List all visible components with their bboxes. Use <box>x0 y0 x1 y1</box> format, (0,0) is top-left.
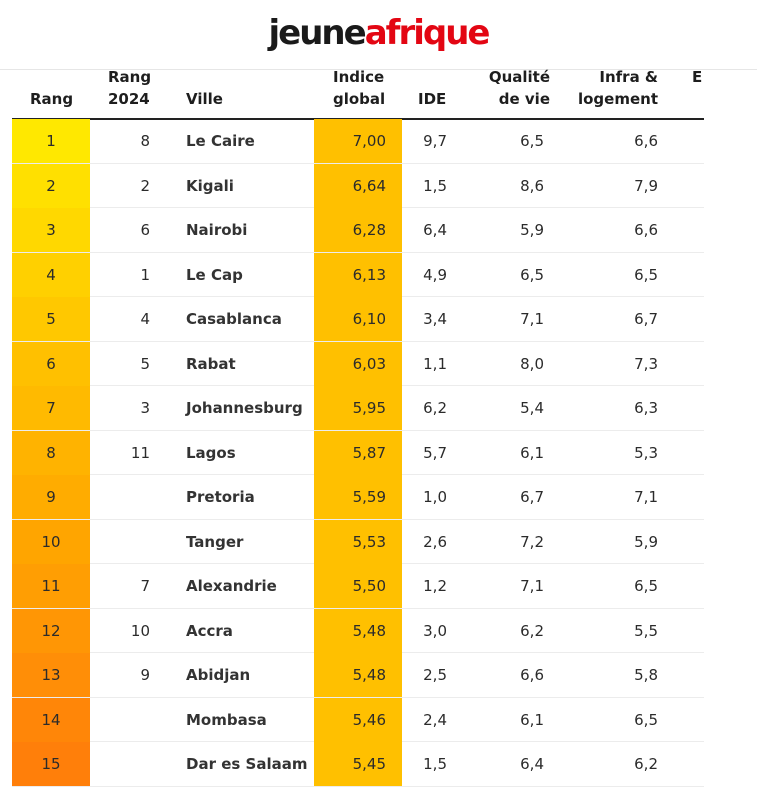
col-header-rang-2024-line1: Rang <box>108 68 152 86</box>
cell-rang: 9 <box>12 475 90 519</box>
cell-infra-logement: 6,2 <box>634 755 658 773</box>
cell-rang-2024: 7 <box>140 577 150 595</box>
col-header-qualite-line2: de vie <box>498 90 550 108</box>
cell-rang-2024: 3 <box>140 399 150 417</box>
cell-indice-global: 5,48 <box>314 653 402 697</box>
cell-indice-global: 5,45 <box>314 742 402 786</box>
cell-infra-logement: 6,5 <box>634 710 658 729</box>
cell-infra-logement: 7,9 <box>634 176 658 195</box>
cell-ville: Le Cap <box>186 265 243 284</box>
cell-ide: 2,4 <box>423 710 447 729</box>
table-row <box>12 208 704 253</box>
cell-qualite-de-vie: 6,7 <box>520 488 544 506</box>
cell-indice-global: 7,00 <box>314 119 402 163</box>
cell-rang: 1 <box>12 119 90 163</box>
col-header-rang <box>30 64 90 114</box>
cell-rang: 12 <box>12 609 90 653</box>
cell-qualite-de-vie: 8,0 <box>520 354 544 373</box>
table-row <box>12 297 704 342</box>
cell-rang: 4 <box>12 253 90 297</box>
cell-indice-global: 5,48 <box>314 609 402 653</box>
cell-ville: Mombasa <box>186 710 267 729</box>
cell-rang-2024: 5 <box>140 354 150 373</box>
cell-ville: Kigali <box>186 176 234 195</box>
cell-infra-logement: 7,3 <box>634 354 658 373</box>
cell-ide: 3,0 <box>423 621 447 640</box>
right-edge <box>704 119 757 799</box>
table-body <box>12 119 704 787</box>
cell-ville: Nairobi <box>186 221 248 239</box>
cell-ville: Johannesburg <box>186 399 303 417</box>
cell-rang: 14 <box>12 698 90 742</box>
cell-indice-global: 5,50 <box>314 564 402 608</box>
col-header-qualite-de-vie <box>480 64 550 114</box>
cell-indice-global: 5,87 <box>314 431 402 475</box>
table-row <box>12 475 704 520</box>
col-header-infra-line1: Infra & <box>599 68 658 86</box>
table-row <box>12 386 704 431</box>
cell-rang-2024: 6 <box>140 221 150 239</box>
table-row <box>12 253 704 298</box>
cell-infra-logement: 6,5 <box>634 265 658 284</box>
table-row <box>12 698 704 743</box>
cell-ville: Alexandrie <box>186 577 277 595</box>
col-header-indice-line2: global <box>333 90 386 108</box>
table-row <box>12 164 704 209</box>
cell-qualite-de-vie: 7,1 <box>520 577 544 595</box>
col-header-infra-line2: logement <box>577 90 658 108</box>
cell-rang: 15 <box>12 742 90 786</box>
table-row <box>12 342 704 387</box>
table-row <box>12 119 704 164</box>
col-header-truncated-label: E <box>692 68 703 86</box>
cell-qualite-de-vie: 6,5 <box>520 265 544 284</box>
cell-ville: Rabat <box>186 354 236 373</box>
cell-rang-2024: 10 <box>130 621 150 640</box>
cell-ville: Accra <box>186 621 233 640</box>
cell-indice-global: 5,59 <box>314 475 402 519</box>
cell-ville: Lagos <box>186 443 236 462</box>
col-header-rang-2024 <box>108 64 168 114</box>
col-header-indice-global <box>333 64 393 114</box>
cell-rang-2024 <box>90 698 150 742</box>
cell-ville: Pretoria <box>186 488 255 506</box>
jeune-afrique-logo[interactable] <box>0 8 757 58</box>
col-header-ville <box>186 64 266 114</box>
cell-rang: 8 <box>12 431 90 475</box>
cell-ide: 1,5 <box>423 176 447 195</box>
cell-rang-2024 <box>90 742 150 786</box>
table-row <box>12 653 704 698</box>
cell-infra-logement: 6,6 <box>634 221 658 239</box>
cell-ide: 2,6 <box>423 532 447 551</box>
cell-infra-logement: 5,3 <box>634 443 658 462</box>
cell-infra-logement: 6,3 <box>634 399 658 417</box>
cell-infra-logement: 5,8 <box>634 666 658 684</box>
cell-ide: 1,1 <box>423 354 447 373</box>
cell-indice-global: 6,13 <box>314 253 402 297</box>
cell-ide: 1,2 <box>423 577 447 595</box>
cell-ide: 9,7 <box>423 132 447 150</box>
cell-ide: 5,7 <box>423 443 447 462</box>
cell-rang: 3 <box>12 208 90 252</box>
cell-qualite-de-vie: 7,2 <box>520 532 544 551</box>
cell-indice-global: 6,03 <box>314 342 402 386</box>
table-header <box>0 64 757 116</box>
col-header-ide-label: IDE <box>418 90 447 108</box>
table-row <box>12 564 704 609</box>
cell-ide: 1,0 <box>423 488 447 506</box>
cell-indice-global: 5,95 <box>314 386 402 430</box>
cell-rang-2024: 2 <box>140 176 150 195</box>
cell-infra-logement: 5,9 <box>634 532 658 551</box>
cell-infra-logement: 5,5 <box>634 621 658 640</box>
cell-qualite-de-vie: 7,1 <box>520 310 544 328</box>
col-header-rang-label: Rang <box>30 90 74 108</box>
col-header-ide <box>418 64 458 114</box>
cell-qualite-de-vie: 8,6 <box>520 176 544 195</box>
cell-rang-2024: 1 <box>140 265 150 284</box>
col-header-infra-logement <box>572 64 658 114</box>
table-row <box>12 520 704 565</box>
cell-qualite-de-vie: 5,4 <box>520 399 544 417</box>
cell-qualite-de-vie: 6,4 <box>520 755 544 773</box>
cell-rang: 7 <box>12 386 90 430</box>
cell-ville: Casablanca <box>186 310 282 328</box>
col-header-qualite-line1: Qualité <box>488 68 550 86</box>
cell-rang: 6 <box>12 342 90 386</box>
cell-rang-2024: 4 <box>140 310 150 328</box>
logo-afrique: afrique <box>364 13 489 53</box>
col-header-ville-label: Ville <box>186 90 223 108</box>
cell-qualite-de-vie: 6,1 <box>520 710 544 729</box>
cell-qualite-de-vie: 5,9 <box>520 221 544 239</box>
cell-infra-logement: 6,6 <box>634 132 658 150</box>
cell-infra-logement: 6,7 <box>634 310 658 328</box>
cell-rang: 11 <box>12 564 90 608</box>
table-row <box>12 742 704 787</box>
logo-jeune: jeune <box>268 13 365 53</box>
cell-indice-global: 5,53 <box>314 520 402 564</box>
cell-rang: 13 <box>12 653 90 697</box>
cell-ville: Le Caire <box>186 132 255 150</box>
cell-rang: 10 <box>12 520 90 564</box>
cell-ide: 3,4 <box>423 310 447 328</box>
table-row <box>12 609 704 654</box>
cell-rang-2024 <box>90 520 150 564</box>
cell-qualite-de-vie: 6,6 <box>520 666 544 684</box>
col-header-indice-line1: Indice <box>333 68 385 86</box>
table-row <box>12 431 704 476</box>
cell-rang: 2 <box>12 164 90 208</box>
cell-ide: 6,4 <box>423 221 447 239</box>
cell-ville: Dar es Salaam <box>186 755 308 773</box>
cell-rang: 5 <box>12 297 90 341</box>
cell-ide: 4,9 <box>423 265 447 284</box>
cell-rang-2024: 8 <box>140 132 150 150</box>
col-header-rang-2024-line2: 2024 <box>108 90 150 108</box>
cell-rang-2024 <box>90 475 150 519</box>
cell-qualite-de-vie: 6,1 <box>520 443 544 462</box>
cell-ide: 1,5 <box>423 755 447 773</box>
col-header-truncated <box>692 62 712 112</box>
cell-indice-global: 6,28 <box>314 208 402 252</box>
cell-qualite-de-vie: 6,5 <box>520 132 544 150</box>
cell-indice-global: 6,10 <box>314 297 402 341</box>
cell-rang-2024: 9 <box>140 666 150 684</box>
cell-indice-global: 6,64 <box>314 164 402 208</box>
cell-ville: Abidjan <box>186 666 251 684</box>
cell-infra-logement: 6,5 <box>634 577 658 595</box>
cell-ville: Tanger <box>186 532 244 551</box>
cell-ide: 2,5 <box>423 666 447 684</box>
cell-infra-logement: 7,1 <box>634 488 658 506</box>
cell-rang-2024: 11 <box>130 443 150 462</box>
cell-ide: 6,2 <box>423 399 447 417</box>
cell-qualite-de-vie: 6,2 <box>520 621 544 640</box>
cell-indice-global: 5,46 <box>314 698 402 742</box>
